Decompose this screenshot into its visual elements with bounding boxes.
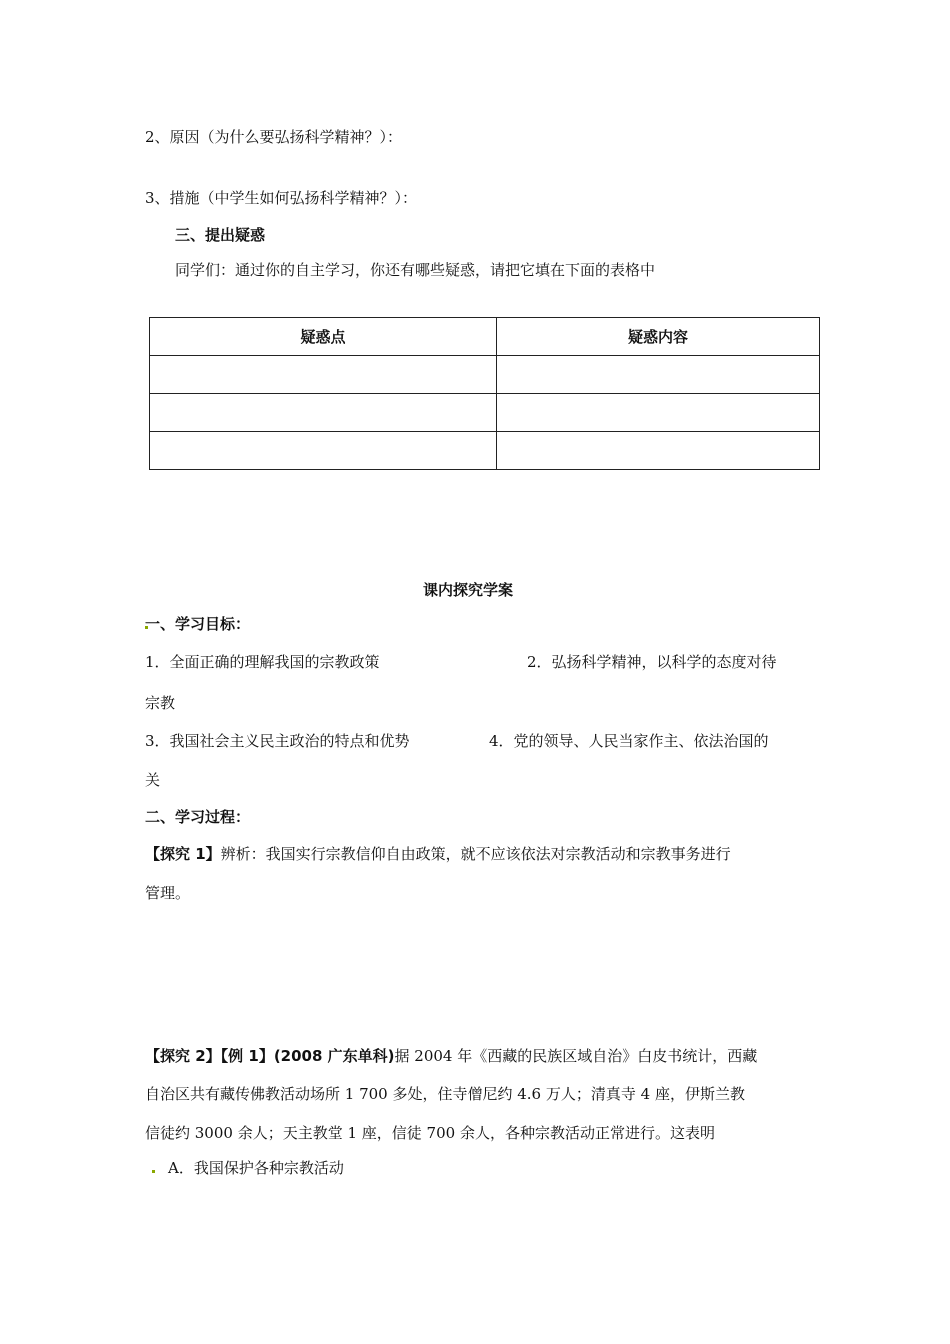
table-row [150,394,820,432]
explore-1-label: 【探究 1】 [145,845,221,863]
table-cell[interactable] [497,432,820,470]
item-2-reason: 2、原因（为什么要弘扬科学精神？）： [145,128,403,146]
table-cell[interactable] [497,356,820,394]
inclass-title: 课内探究学案 [423,581,514,599]
explore-2 [145,1046,757,1066]
table-cell[interactable] [150,356,497,394]
goal-2-continued: 宗教 [145,694,176,712]
table-cell[interactable] [150,432,497,470]
header-doubt-point: 疑惑点 [150,318,497,356]
goal-4-continued: 关 [145,771,161,789]
explore-1-continued: 管理。 [145,884,191,902]
goal-2: 2．弘扬科学精神，以科学的态度对待 [527,653,777,671]
table-row [150,356,820,394]
doubt-table [149,317,820,470]
explore-1 [145,844,731,864]
goals-heading: 一、学习目标： [145,615,251,633]
goal-4: 4．党的领导、人民当家作主、依法治国的 [489,732,769,750]
item-3-measures: 3、措施（中学生如何弘扬科学精神？）： [145,189,418,207]
goal-3: 3．我国社会主义民主政治的特点和优势 [145,732,410,750]
header-doubt-content: 疑惑内容 [497,318,820,356]
explore-2-text: 据 2004 年《西藏的民族区域自治》白皮书统计，西藏 [394,1047,758,1065]
option-a[interactable]: A．我国保护各种宗教活动 [168,1159,344,1177]
table-cell[interactable] [497,394,820,432]
explore-1-text: 辨析：我国实行宗教信仰自由政策，就不应该依法对宗教活动和宗教事务进行 [220,845,731,863]
explore-2-line-2: 自治区共有藏传佛教活动场所 1 700 多处，住寺僧尼约 4.6 万人；清真寺 4 座，伊斯兰教 [145,1085,745,1103]
table-header-row [150,318,820,356]
goal-1: 1．全面正确的理解我国的宗教政策 [145,653,380,671]
heading-raise-doubts: 三、提出疑惑 [175,226,266,244]
process-heading: 二、学习过程： [145,808,251,826]
explore-2-line-3: 信徒约 3000 余人；天主教堂 1 座，信徒 700 余人，各种宗教活动正常进行。这表明 [145,1124,715,1142]
doubts-intro: 同学们：通过你的自主学习，你还有哪些疑惑，请把它填在下面的表格中 [175,261,656,279]
table-cell[interactable] [150,394,497,432]
explore-2-label: 【探究 2】【例 1】(2008 广东单科) [145,1047,395,1065]
table-row [150,432,820,470]
bullet-mark [152,1170,155,1173]
